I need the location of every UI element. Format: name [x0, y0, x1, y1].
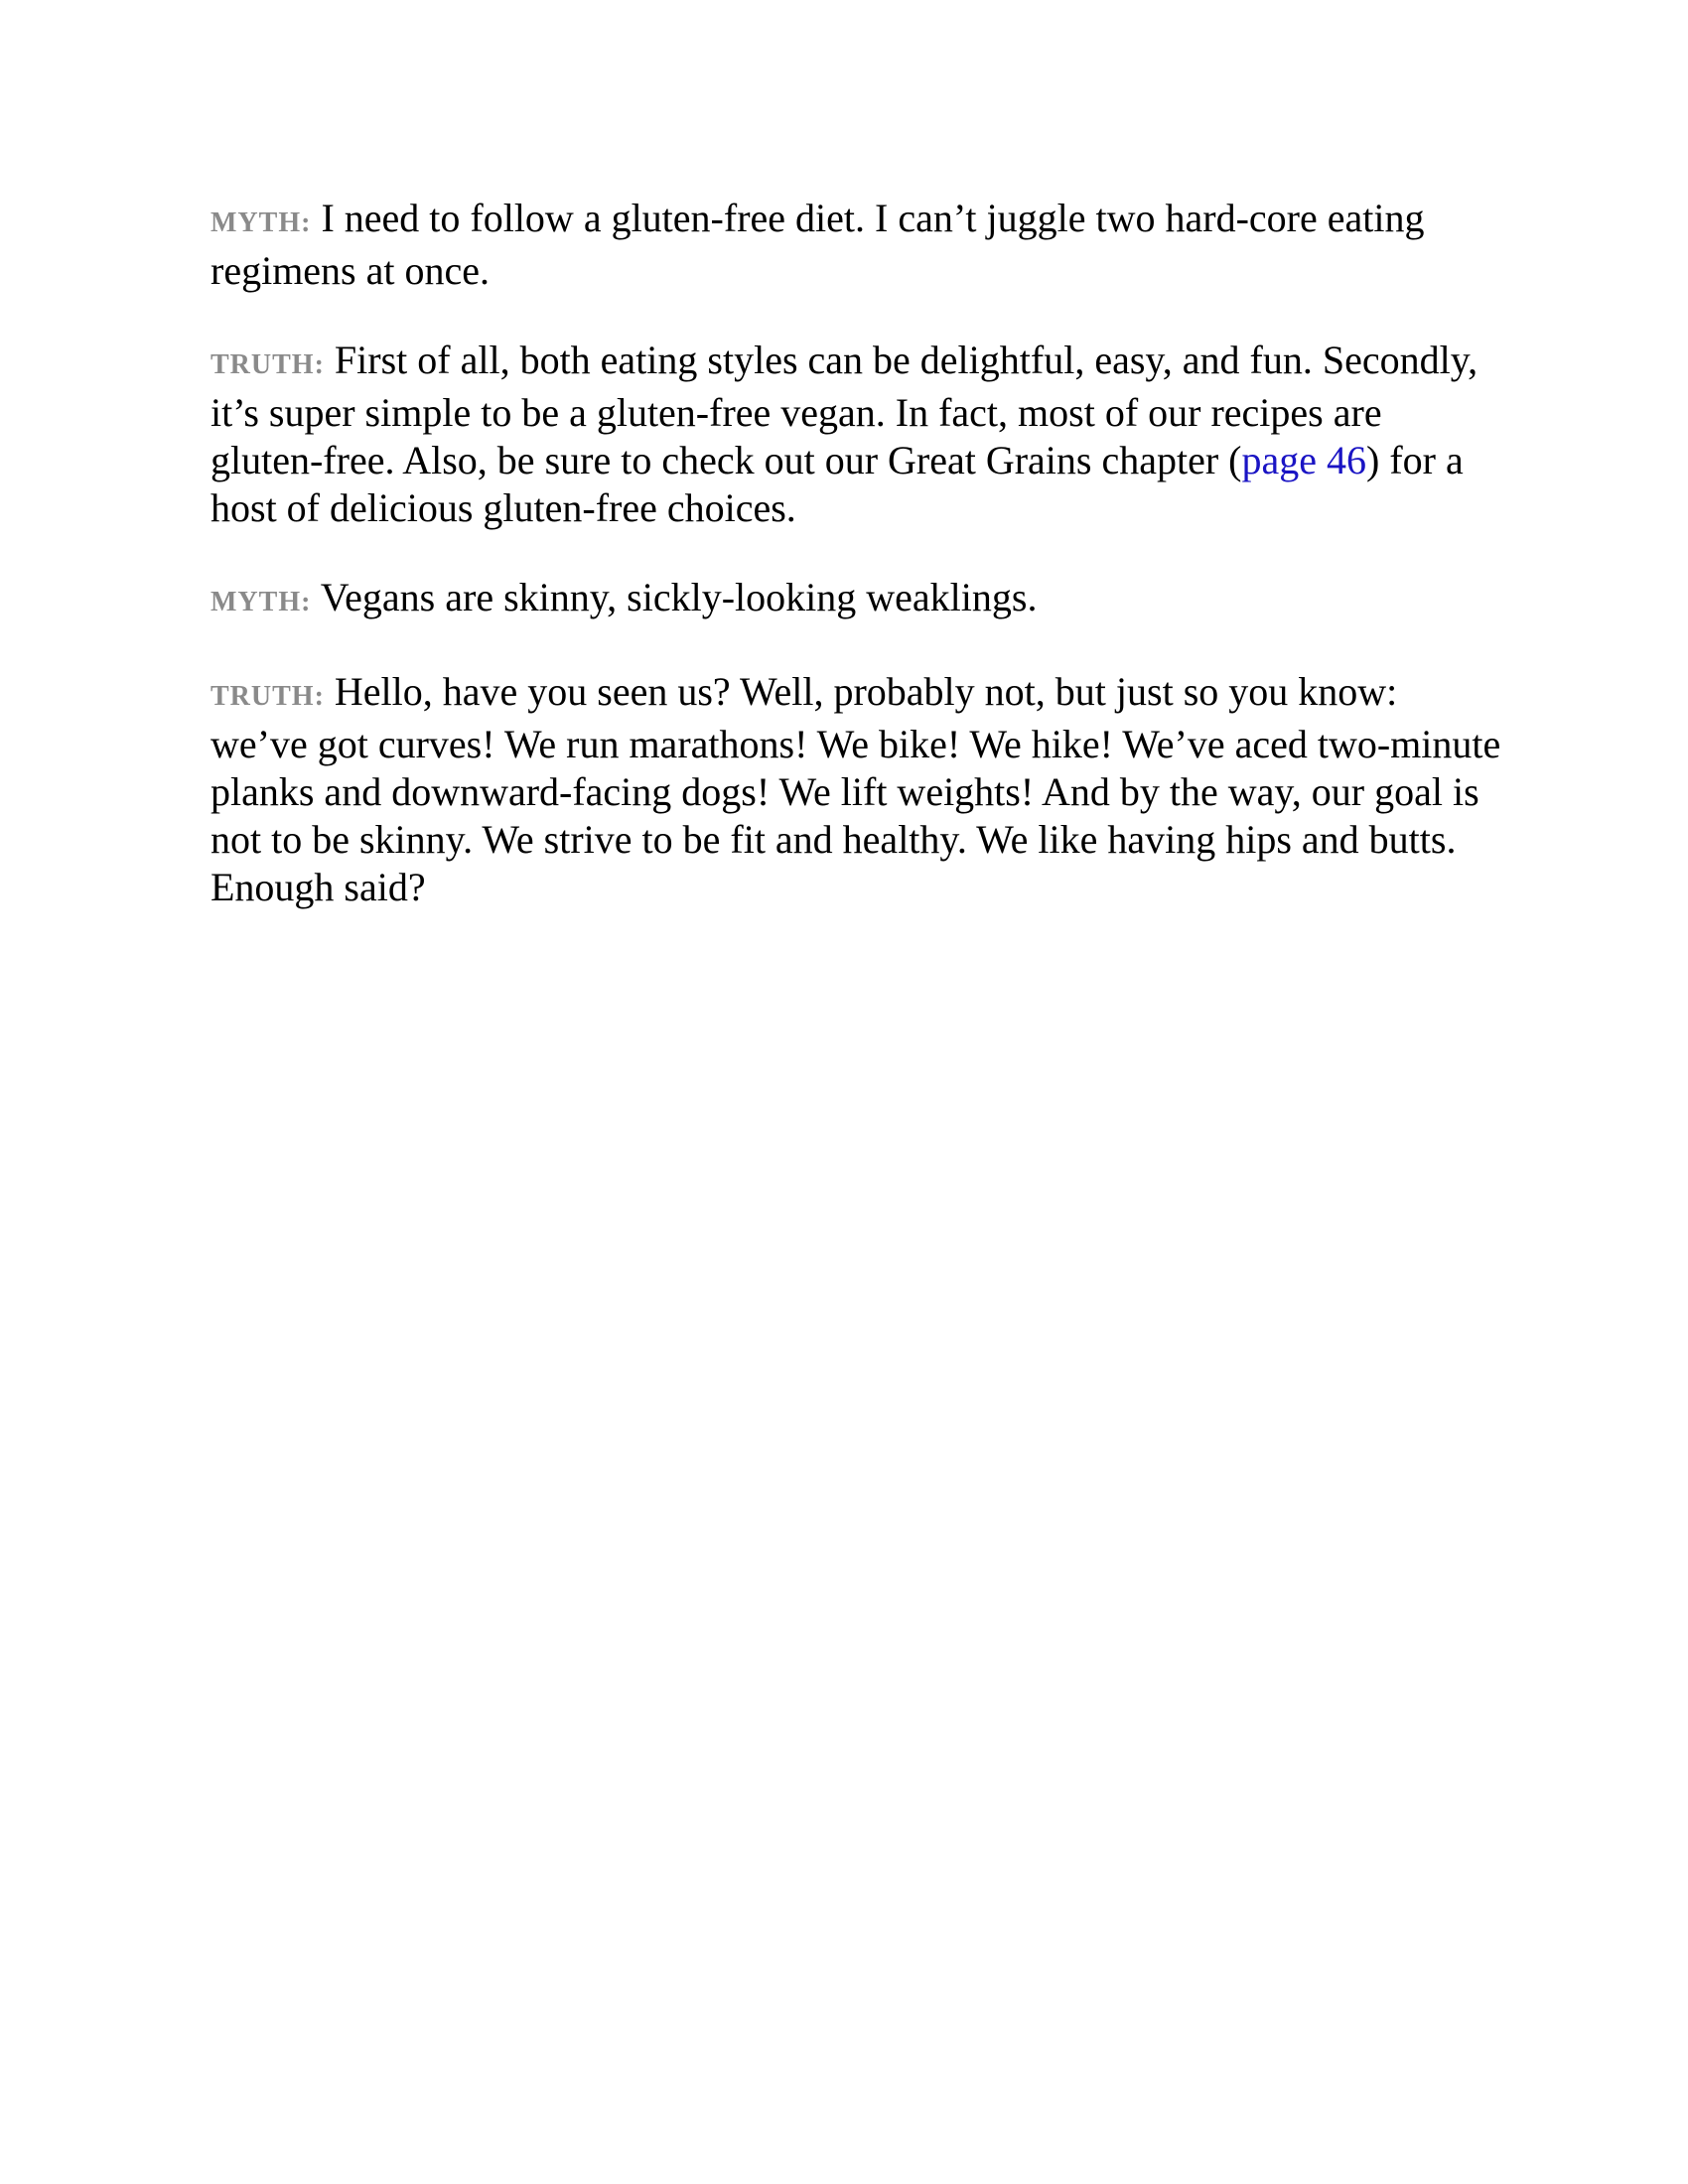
page-content: [211, 195, 1501, 953]
truth-label: TRUTH:: [211, 681, 325, 712]
page-reference-link[interactable]: page 46: [1241, 438, 1367, 482]
myth-paragraph: [211, 574, 1501, 626]
myth-text: Vegans are skinny, sickly-looking weaklings.: [320, 575, 1038, 619]
truth-text-after-link: ) for a host of delicious gluten-free choices.: [211, 438, 1464, 530]
truth-label: TRUTH:: [211, 349, 325, 380]
truth-text: Hello, have you seen us? Well, probably not, but just so you know: we’ve got curves! We run marathons! We bike! We hike! We’ve aced two-minute planks and downward-facing dogs! We lift weights! And by the way, our goal is not to be skinny. We strive to be fit and healthy. We like having hips and butts. Enough said?: [211, 669, 1501, 909]
truth-paragraph: [211, 668, 1501, 911]
truth-text-before-link: First of all, both eating styles can be delightful, easy, and fun. Secondly, it’s super simple to be a gluten-free vegan. In fact, most of our recipes are gluten-free. Also, be sure to check out our Great Grains chapter (: [211, 338, 1478, 482]
myth-label: MYTH:: [211, 207, 312, 238]
truth-paragraph: [211, 337, 1501, 532]
myth-text: I need to follow a gluten-free diet. I can’t juggle two hard-core eating regimens at once.: [211, 196, 1425, 293]
myth-paragraph: [211, 195, 1501, 295]
myth-label: MYTH:: [211, 587, 312, 617]
